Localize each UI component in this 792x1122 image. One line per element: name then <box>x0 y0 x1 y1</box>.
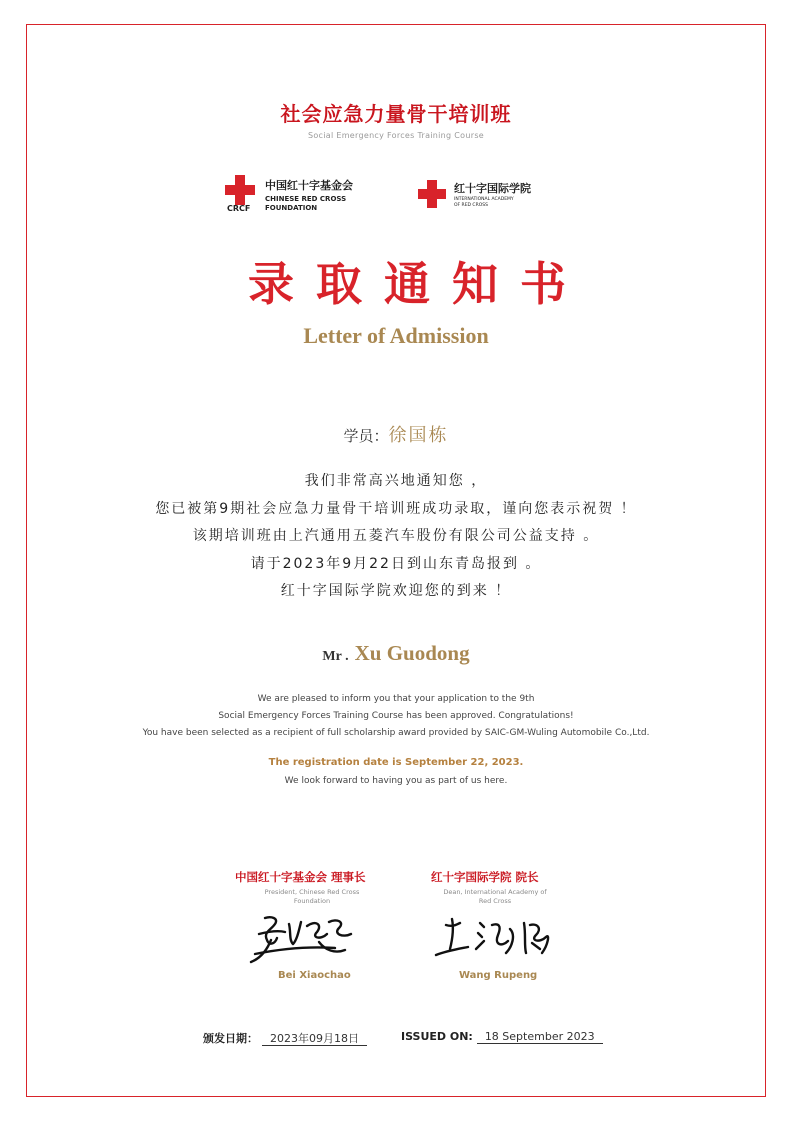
body-cn-line: 我们非常高兴地通知您 ， <box>304 473 488 489</box>
letter-title-cn: 录取通知书 <box>248 257 588 311</box>
issue-date-cn-label: 颁发日期： <box>203 1032 258 1045</box>
body-text-cn <box>0 468 792 606</box>
signature-bei-xiaochao <box>245 910 360 970</box>
crcf-name-en-2: FOUNDATION <box>265 204 318 212</box>
student-name: 徐国栋 <box>388 425 449 446</box>
academy-name-cn: 红十字国际学院 <box>454 182 531 195</box>
recipient-name-en: Xu Guodong <box>354 641 470 665</box>
signatory-2-title-cn: 红十字国际学院 院长 <box>431 870 539 884</box>
body-cn-line: 该期培训班由上汽通用五菱汽车股份有限公司公益支持 。 <box>192 528 600 544</box>
salutation-prefix: Mr . <box>322 649 349 664</box>
academy-name-en-2: OF RED CROSS <box>454 203 488 208</box>
issue-date-en-value: 18 September 2023 <box>477 1030 603 1044</box>
signatory-1-title-cn: 中国红十字基金会 理事长 <box>235 870 366 884</box>
issue-date-en <box>401 1030 603 1043</box>
issue-date-cn-value: 2023年09月18日 <box>262 1032 367 1046</box>
registration-date: The registration date is September 22, 2023. <box>268 757 524 768</box>
signatory-1-name: Bei Xiaochao <box>278 970 351 981</box>
course-title-cn: 社会应急力量骨干培训班 <box>280 102 512 126</box>
issue-date-en-label: ISSUED ON: <box>401 1030 473 1043</box>
body-en-line: We are pleased to inform you that your application to the 9th <box>257 694 535 704</box>
closing-line: We look forward to having you as part of us here. <box>284 776 508 786</box>
course-title-en: Social Emergency Forces Training Course <box>307 131 485 140</box>
body-en-line: Social Emergency Forces Training Course has been approved. Congratulations! <box>218 711 574 721</box>
signatory-2-name: Wang Rupeng <box>459 970 538 981</box>
signature-wang-rupeng <box>432 915 557 965</box>
student-label: 学员： <box>343 427 389 445</box>
crcf-name-en-1: CHINESE RED CROSS <box>265 195 347 203</box>
red-cross-icon <box>225 175 255 205</box>
academy-name-en-1: INTERNATIONAL ACADEMY <box>454 197 514 202</box>
body-text-en <box>0 691 792 742</box>
letter-title-en: Letter of Admission <box>303 323 489 348</box>
crcf-abbr: CRCF <box>227 204 251 213</box>
signatory-2-title-en: Dean, International Academy of Red Cross <box>443 888 547 905</box>
signatory-1-title-en: President, Chinese Red Cross Foundation <box>264 888 360 905</box>
student-line <box>0 421 792 447</box>
issue-date-cn <box>203 1030 367 1046</box>
crcf-name-cn: 中国红十字基金会 <box>265 179 353 192</box>
salutation <box>0 641 792 666</box>
body-cn-line: 您已被第9期社会应急力量骨干培训班成功录取，谨向您表示祝贺 ！ <box>155 500 637 517</box>
body-en-line: You have been selected as a recipient of full scholarship award provided by SAIC-GM-Wuling Automobile Co.,Ltd. <box>142 728 650 738</box>
body-cn-line: 请于2023年9月22日到山东青岛报到 。 <box>250 555 542 572</box>
body-cn-line: 红十字国际学院欢迎您的到来 ！ <box>280 583 512 599</box>
red-cross-icon <box>418 180 446 208</box>
